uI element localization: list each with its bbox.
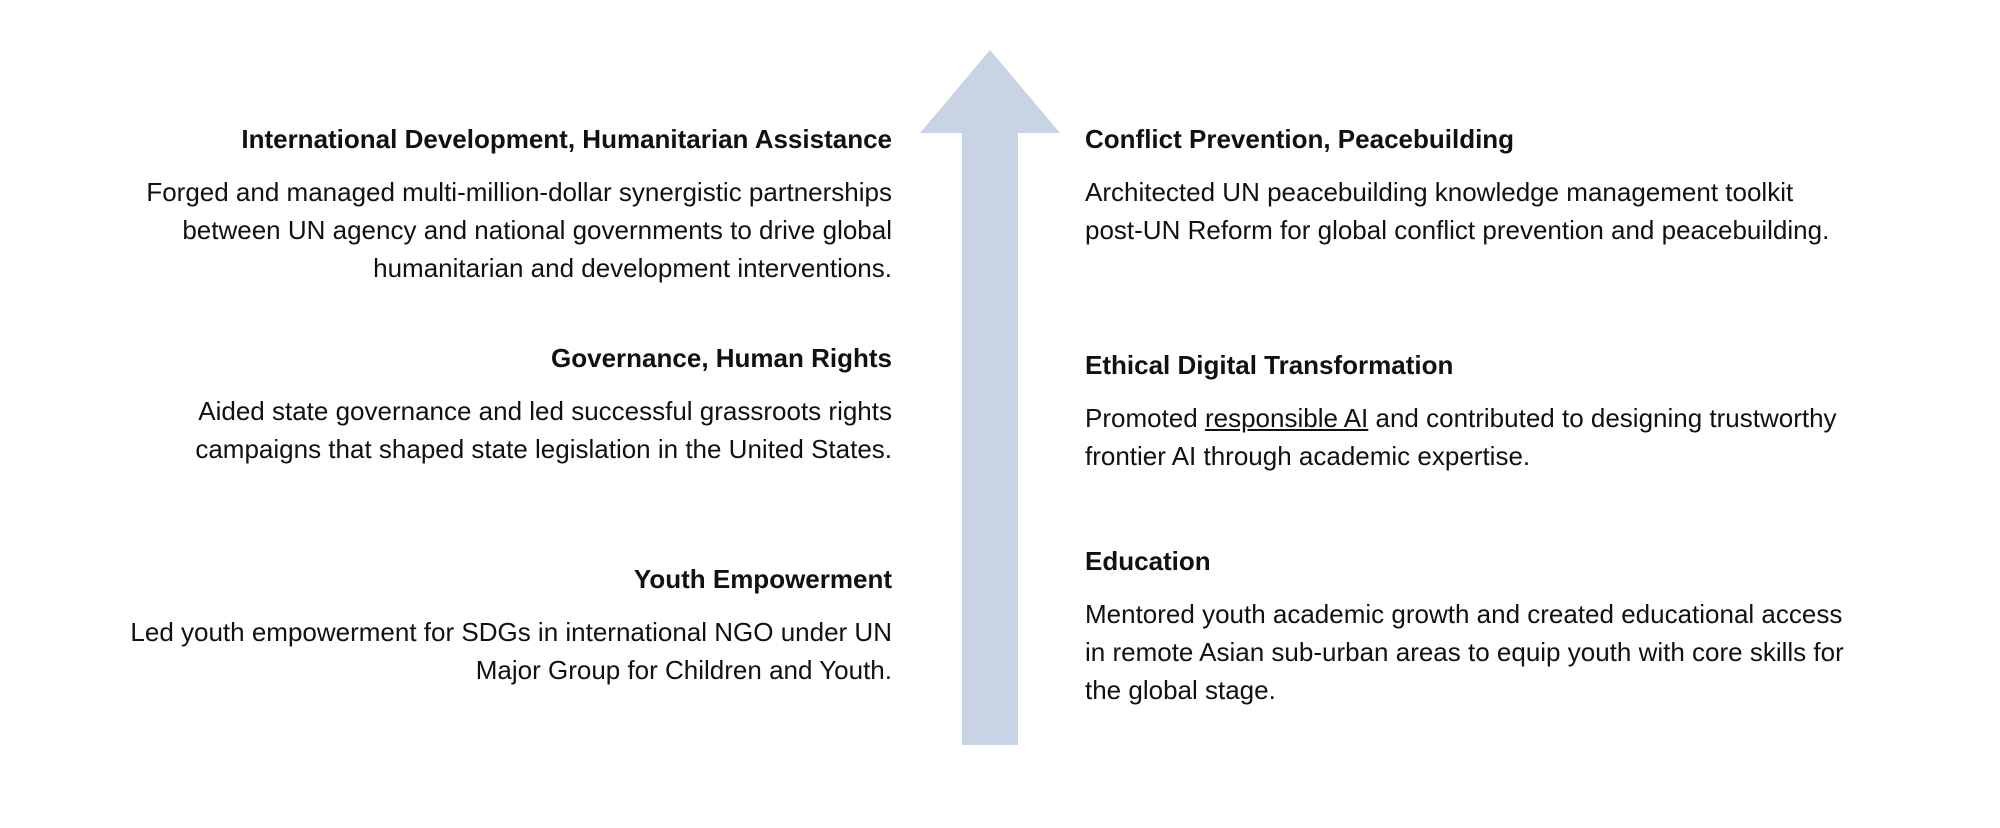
section-heading: Ethical Digital Transformation <box>1085 350 1454 380</box>
section-heading: Education <box>1085 546 1211 576</box>
section-description: Mentored youth academic growth and created educational access in remote Asian sub-urban areas to equip youth with core skills for the global stage. <box>1085 599 1844 705</box>
section-heading: Governance, Human Rights <box>551 343 892 373</box>
section-governance-human-rights <box>92 342 892 468</box>
section-youth-empowerment <box>92 563 892 689</box>
section-description <box>1085 399 1845 475</box>
description-text-before: Promoted <box>1085 403 1205 433</box>
section-heading: Youth Empowerment <box>633 564 892 594</box>
section-description: Aided state governance and led successful grassroots rights campaigns that shaped state legislation in the United States. <box>195 396 892 464</box>
responsible-ai-link[interactable]: responsible AI <box>1204 403 1369 433</box>
section-ethical-digital-transformation <box>1085 349 1845 475</box>
up-arrow-icon <box>920 50 1060 745</box>
section-heading: Conflict Prevention, Peacebuilding <box>1085 124 1515 154</box>
section-heading: International Development, Humanitarian Assistance <box>241 124 892 154</box>
section-international-development <box>92 123 892 287</box>
section-description: Led youth empowerment for SDGs in international NGO under UN Major Group for Children and Youth. <box>130 617 892 685</box>
section-conflict-prevention <box>1085 123 1845 249</box>
description-text-after: and contributed to designing trustworthy frontier AI through academic expertise. <box>1085 403 1837 471</box>
up-arrow-shape <box>920 50 1060 745</box>
section-description: Architected UN peacebuilding knowledge management toolkit post-UN Reform for global conflict prevention and peacebuilding. <box>1085 177 1830 245</box>
section-description: Forged and managed multi-million-dollar synergistic partnerships between UN agency and national governments to drive global humanitarian and development interventions. <box>146 177 892 283</box>
section-education <box>1085 545 1845 709</box>
